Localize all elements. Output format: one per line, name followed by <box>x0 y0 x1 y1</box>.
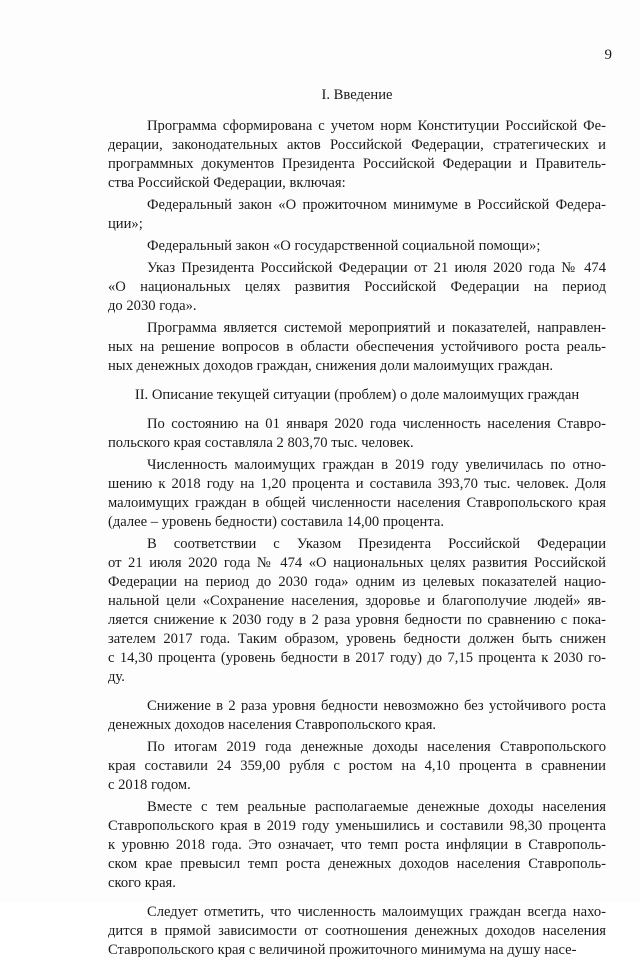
paragraph-line: от 21 июля 2020 года № 474 «О национальных целях развития Российской <box>108 555 606 571</box>
paragraph <box>108 319 606 376</box>
paragraph-line: ду. <box>108 669 125 685</box>
paragraph-line: Программа сформирована с учетом норм Конституции Российской Фе- <box>147 118 606 134</box>
paragraph <box>108 535 606 687</box>
paragraph-line: с 14,30 процента (уровень бедности в 2017 году) до 7,15 процента к 2030 го- <box>108 650 606 666</box>
paragraph-line: края составили 24 359,00 рубля с ростом на 4,10 процента в сравнении <box>108 758 606 774</box>
paragraph-line: ции»; <box>108 216 143 232</box>
paragraph-line: По состоянию на 01 января 2020 года численность населения Ставро- <box>147 416 606 432</box>
paragraph-line: По итогам 2019 года денежные доходы населения Ставропольского <box>147 739 606 755</box>
paragraph-line: Следует отметить, что численность малоимущих граждан всегда нахо- <box>147 904 606 920</box>
paragraph-line: Численность малоимущих граждан в 2019 году увеличилась по отно- <box>147 457 606 473</box>
paragraph-line: ском крае превысил темп роста денежных доходов населения Ставрополь- <box>108 856 606 872</box>
paragraph-line: малоимущих граждан в общей численности населения Ставропольского края <box>108 495 606 511</box>
paragraph-line: шению к 2018 году на 1,20 процента и составила 393,70 тыс. человек. Доля <box>108 476 606 492</box>
paragraph <box>108 456 606 532</box>
paragraph-line: с 2018 годом. <box>108 777 191 793</box>
paragraph <box>108 738 606 795</box>
paragraph-line: ляется снижение к 2030 году в 2 раза уровня бедности по сравнению с пока- <box>108 612 606 628</box>
paragraph <box>108 259 606 316</box>
paragraph-line: Федеральный закон «О прожиточном минимуме в Российской Федера- <box>147 197 606 213</box>
paragraph <box>108 903 606 960</box>
paragraph <box>108 237 606 256</box>
paragraph <box>108 117 606 193</box>
section-2-heading: II. Описание текущей ситуации (проблем) о доле малоимущих граждан <box>134 387 580 403</box>
paragraph-line: Указ Президента Российской Федерации от 21 июля 2020 года № 474 <box>147 260 606 276</box>
paragraph <box>108 697 606 735</box>
paragraph-line: ных денежных доходов граждан, снижения доли малоимущих граждан. <box>108 358 554 374</box>
paragraph-line: зателем 2017 года. Таким образом, уровень бедности должен быть снижен <box>108 631 606 647</box>
paragraph-line: Ставропольского края в 2019 году уменьшились и составили 98,30 процента <box>108 818 606 834</box>
section-1-body <box>108 117 606 376</box>
paragraph-line: (далее – уровень бедности) составила 14,00 процента. <box>108 514 445 530</box>
paragraph-line: Вместе с тем реальные располагаемые денежные доходы населения <box>147 799 606 815</box>
paragraph-line: польского края составляла 2 803,70 тыс. человек. <box>108 435 414 451</box>
section-2-body <box>108 415 606 960</box>
paragraph <box>108 415 606 453</box>
paragraph <box>108 798 606 893</box>
paragraph-line: ных на решение вопросов в области обеспечения устойчивого роста реаль- <box>108 339 606 355</box>
paragraph-line: В соответствии с Указом Президента Российской Федерации <box>147 536 606 552</box>
paragraph-line: «О национальных целях развития Российской Федерации на период <box>108 279 606 295</box>
paragraph-line: Федерации на период до 2030 года» одним из целевых показателей нацио- <box>108 574 606 590</box>
page-number: 9 <box>604 47 612 63</box>
paragraph-line: к уровню 2018 года. Это означает, что темп роста инфляции в Ставрополь- <box>108 837 606 853</box>
paragraph-line: дится в прямой зависимости от соотношения денежных доходов населения <box>108 923 606 939</box>
paragraph-line: дерации, законодательных актов Российской Федерации, стратегических и <box>108 137 606 153</box>
paragraph-line: ского края. <box>108 875 176 891</box>
document-body <box>108 86 606 963</box>
paragraph-line: Программа является системой мероприятий и показателей, направлен- <box>147 320 606 336</box>
paragraph-line: ства Российской Федерации, включая: <box>108 175 346 191</box>
paragraph <box>108 196 606 234</box>
paragraph-line: программных документов Президента Российской Федерации и Правитель- <box>108 156 606 172</box>
paragraph-line: денежных доходов населения Ставропольского края. <box>108 717 437 733</box>
section-1-heading: I. Введение <box>321 87 393 103</box>
paragraph-line: Ставропольского края с величиной прожиточного минимума на душу насе- <box>108 942 577 958</box>
paragraph-line: Федеральный закон «О государственной социальной помощи»; <box>147 238 541 254</box>
paragraph-line: до 2030 года». <box>108 298 197 314</box>
paragraph-line: Снижение в 2 раза уровня бедности невозможно без устойчивого роста <box>147 698 606 714</box>
paragraph-line: нальной цели «Сохранение населения, здоровье и благополучие людей» яв- <box>108 593 606 609</box>
